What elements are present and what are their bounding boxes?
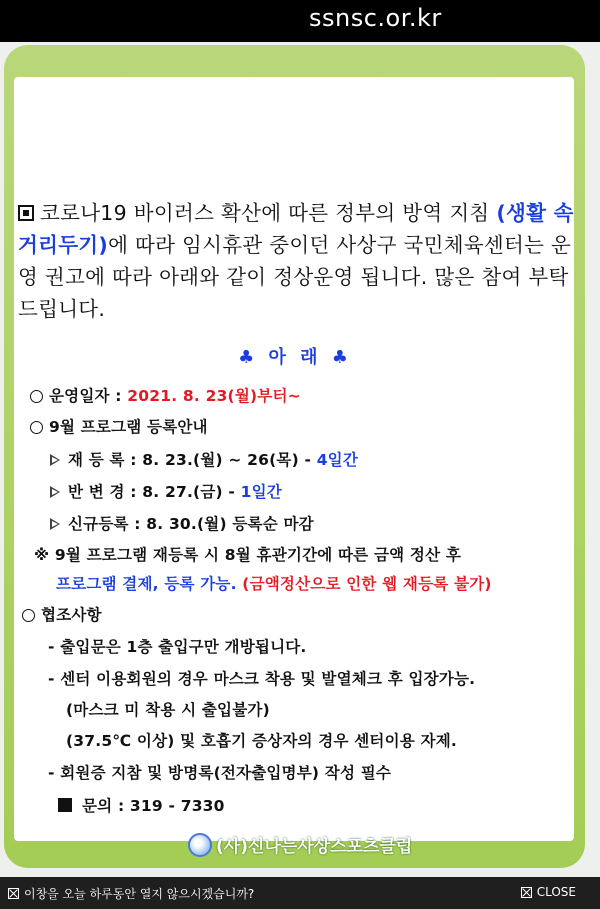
club-emblem-icon <box>188 833 212 857</box>
notice-heading: ♣ 아 래 ♣ <box>238 347 352 368</box>
cooperation-heading <box>22 603 102 625</box>
popup-bottom-bar <box>0 877 600 909</box>
registration-item <box>50 512 314 534</box>
cooperation-item: - 센터 이용회원의 경우 마스크 착용 및 발열체크 후 입장가능. <box>48 670 476 688</box>
org-logo <box>188 832 412 857</box>
triangle-bullet-icon <box>50 454 60 466</box>
circle-bullet-icon <box>30 390 43 403</box>
close-box-icon <box>521 887 532 898</box>
registration-item <box>50 480 282 502</box>
registration-item-highlight: 1일간 <box>240 483 282 501</box>
note-line-1: ※ 9월 프로그램 재등록 시 8월 휴관기간에 따른 금액 정산 후 <box>34 546 462 564</box>
notice-popup <box>0 42 600 877</box>
registration-heading <box>30 415 208 437</box>
registration-item-text: 재 등 록 : 8. 23.(월) ~ 26(목) - <box>68 451 317 469</box>
url-text[interactable]: ssnsc.or.kr <box>309 4 442 32</box>
filled-square-icon <box>58 798 72 812</box>
registration-heading-text: 9월 프로그램 등록안내 <box>49 418 208 436</box>
registration-item <box>50 448 358 470</box>
browser-address-bar[interactable] <box>0 0 600 42</box>
cooperation-item: - 회원증 지참 및 방명록(전자출입명부) 작성 필수 <box>48 764 392 782</box>
circle-bullet-icon <box>22 609 35 622</box>
operation-date <box>30 384 301 406</box>
cooperation-heading-text: 협조사항 <box>41 606 102 624</box>
cooperation-item: - 출입문은 1층 출입구만 개방됩니다. <box>48 638 307 656</box>
contact-text: 문의 : 319 - 7330 <box>82 797 225 815</box>
intro-text-2: 에 따라 임시휴관 중이던 사상구 국민체육센터는 운영 권고에 따라 아래와 같이 정상운영 됩니다. 많은 참여 부탁드립니다. <box>18 233 572 321</box>
contact-line <box>58 794 225 816</box>
registration-item-text: 반 변 경 : 8. 27.(금) - <box>68 483 241 501</box>
note-line-2-blue: 프로그램 결제, 등록 가능. <box>56 575 237 593</box>
close-box-icon <box>8 888 19 899</box>
intro-paragraph <box>18 197 574 325</box>
cooperation-item: (마스크 미 착용 시 출입불가) <box>66 701 270 719</box>
org-name: (사)신나는사상스포츠클럽 <box>216 837 413 857</box>
close-button[interactable] <box>521 885 576 899</box>
cooperation-item: (37.5℃ 이상) 및 호흡기 증상자의 경우 센터이용 자제. <box>66 732 457 750</box>
operation-date-value: 2021. 8. 23(월)부터~ <box>127 387 301 405</box>
popup-frame <box>4 45 585 868</box>
note-line-2-red: (금액정산으로 인한 웹 재등록 불가) <box>236 575 492 593</box>
intro-text-1: 코로나19 바이러스 확산에 따른 정부의 방역 지침 <box>40 201 490 225</box>
registration-item-text: 신규등록 : 8. 30.(월) 등록순 마감 <box>68 515 314 533</box>
square-bullet-icon <box>18 205 34 221</box>
dismiss-today-button[interactable] <box>8 885 254 902</box>
note-line-2 <box>56 572 492 594</box>
close-label[interactable]: CLOSE <box>536 885 576 899</box>
registration-item-highlight: 4일간 <box>316 451 359 469</box>
operation-date-label: 운영일자 : <box>49 387 128 405</box>
intro-highlight: (생활 속 거리두기) <box>18 201 574 257</box>
circle-bullet-icon <box>30 421 43 434</box>
dismiss-today-label[interactable]: 이창을 오늘 하루동안 열지 않으시겠습니까? <box>24 887 255 901</box>
triangle-bullet-icon <box>50 486 60 498</box>
triangle-bullet-icon <box>50 518 60 530</box>
